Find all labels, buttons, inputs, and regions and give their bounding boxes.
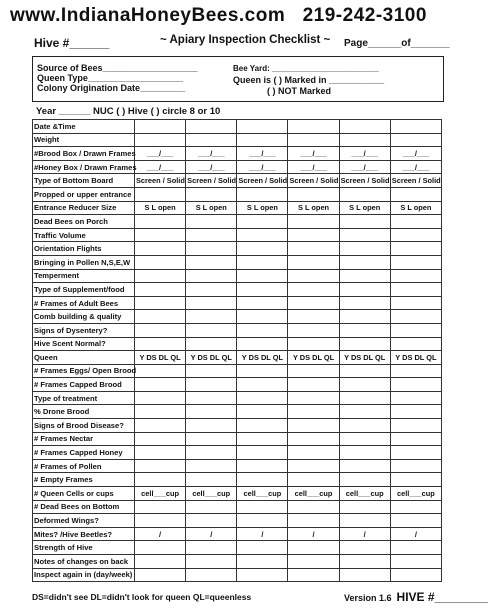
inspection-cell[interactable]: ___/___ [288, 160, 339, 174]
inspection-cell[interactable] [135, 283, 186, 297]
row-label: Weight [33, 133, 135, 147]
inspection-cell[interactable]: S L open [237, 201, 288, 215]
row-label: Traffic Volume [33, 228, 135, 242]
row-label: Type of Bottom Board [33, 174, 135, 188]
table-row [33, 568, 442, 582]
inspection-cell[interactable] [390, 459, 441, 473]
inspection-cell[interactable] [390, 187, 441, 201]
inspection-cell[interactable]: ___/___ [288, 147, 339, 161]
inspection-cell[interactable] [186, 296, 237, 310]
inspection-cell[interactable]: Screen / Solid [237, 174, 288, 188]
row-label: # Dead Bees on Bottom [33, 500, 135, 514]
row-label: # Empty Frames [33, 473, 135, 487]
row-label: Strength of Hive [33, 541, 135, 555]
inspection-cell[interactable] [237, 187, 288, 201]
table-row [33, 446, 442, 460]
inspection-cell[interactable] [390, 269, 441, 283]
row-label: # Frames Capped Honey [33, 446, 135, 460]
inspection-cell[interactable] [390, 541, 441, 555]
info-box [32, 56, 444, 102]
inspection-cell[interactable]: Y DS DL QL [390, 351, 441, 365]
inspection-cell[interactable] [288, 391, 339, 405]
inspection-cell[interactable] [288, 310, 339, 324]
inspection-cell[interactable] [237, 283, 288, 297]
inspection-cell[interactable]: ___/___ [135, 147, 186, 161]
inspection-cell[interactable] [237, 419, 288, 433]
inspection-cell[interactable] [237, 310, 288, 324]
inspection-cell[interactable]: ___/___ [237, 160, 288, 174]
inspection-cell[interactable] [390, 283, 441, 297]
inspection-cell[interactable] [339, 269, 390, 283]
inspection-cell[interactable] [237, 555, 288, 569]
inspection-cell[interactable] [288, 432, 339, 446]
queen-not-marked-label: ( ) NOT Marked [267, 86, 332, 96]
inspection-cell[interactable]: / [339, 527, 390, 541]
inspection-cell[interactable] [237, 391, 288, 405]
inspection-cell[interactable] [237, 378, 288, 392]
inspection-cell[interactable]: / [390, 527, 441, 541]
inspection-cell[interactable] [186, 459, 237, 473]
inspection-cell[interactable]: Y DS DL QL [135, 351, 186, 365]
table-row [33, 378, 442, 392]
inspection-cell[interactable] [288, 120, 339, 134]
inspection-cell[interactable] [339, 296, 390, 310]
inspection-cell[interactable] [339, 391, 390, 405]
inspection-cell[interactable] [186, 255, 237, 269]
inspection-cell[interactable] [237, 568, 288, 582]
colony-origination-date-label: Colony Origination Date_________ [37, 83, 186, 93]
inspection-cell[interactable] [339, 323, 390, 337]
table-row [33, 541, 442, 555]
inspection-cell[interactable] [186, 133, 237, 147]
row-label: Date &Time [33, 120, 135, 134]
table-row [33, 555, 442, 569]
table-row [33, 296, 442, 310]
inspection-cell[interactable] [390, 432, 441, 446]
inspection-cell[interactable]: Y DS DL QL [339, 351, 390, 365]
table-row [33, 323, 442, 337]
row-label: Temperment [33, 269, 135, 283]
inspection-cell[interactable] [390, 378, 441, 392]
inspection-cell[interactable] [237, 269, 288, 283]
inspection-cell[interactable] [339, 419, 390, 433]
inspection-cell[interactable] [135, 242, 186, 256]
row-label: Dead Bees on Porch [33, 215, 135, 229]
inspection-cell[interactable] [390, 120, 441, 134]
row-label: % Drone Brood [33, 405, 135, 419]
inspection-cell[interactable] [339, 473, 390, 487]
inspection-cell[interactable] [339, 228, 390, 242]
inspection-cell[interactable] [135, 215, 186, 229]
inspection-cell[interactable] [288, 215, 339, 229]
inspection-cell[interactable]: / [237, 527, 288, 541]
table-row [33, 405, 442, 419]
row-label: # Frames Nectar [33, 432, 135, 446]
table-row [33, 228, 442, 242]
inspection-cell[interactable] [186, 310, 237, 324]
table-row [33, 120, 442, 134]
table-row [33, 459, 442, 473]
inspection-cell[interactable] [288, 541, 339, 555]
table-row [33, 147, 442, 161]
inspection-cell[interactable] [135, 514, 186, 528]
row-label: Mites? /Hive Beetles? [33, 527, 135, 541]
hive-number-footer: HIVE #________ [396, 590, 488, 604]
inspection-cell[interactable] [135, 541, 186, 555]
inspection-cell[interactable] [390, 500, 441, 514]
inspection-cell[interactable] [288, 228, 339, 242]
inspection-cell[interactable] [339, 568, 390, 582]
inspection-cell[interactable] [186, 378, 237, 392]
row-label: Entrance Reducer Size [33, 201, 135, 215]
inspection-cell[interactable]: ___/___ [186, 147, 237, 161]
inspection-cell[interactable] [288, 323, 339, 337]
row-label: #Brood Box / Drawn Frames [33, 147, 135, 161]
inspection-cell[interactable]: S L open [135, 201, 186, 215]
inspection-cell[interactable] [390, 446, 441, 460]
inspection-cell[interactable] [186, 514, 237, 528]
inspection-cell[interactable] [390, 473, 441, 487]
inspection-cell[interactable] [288, 405, 339, 419]
inspection-cell[interactable] [339, 514, 390, 528]
inspection-cell[interactable] [186, 473, 237, 487]
inspection-cell[interactable] [237, 473, 288, 487]
row-label: Signs of Brood Disease? [33, 419, 135, 433]
inspection-cell[interactable]: Screen / Solid [390, 174, 441, 188]
inspection-cell[interactable]: cell___cup [288, 487, 339, 501]
inspection-cell[interactable] [237, 446, 288, 460]
inspection-cell[interactable] [288, 133, 339, 147]
inspection-cell[interactable]: Y DS DL QL [288, 351, 339, 365]
table-row [33, 364, 442, 378]
inspection-cell[interactable] [288, 242, 339, 256]
inspection-cell[interactable] [339, 133, 390, 147]
page-title: ~ Apiary Inspection Checklist ~ [160, 34, 331, 46]
inspection-cell[interactable] [339, 187, 390, 201]
inspection-cell[interactable] [390, 568, 441, 582]
inspection-cell[interactable] [390, 323, 441, 337]
inspection-cell[interactable] [135, 323, 186, 337]
inspection-cell[interactable] [237, 514, 288, 528]
inspection-cell[interactable] [135, 446, 186, 460]
inspection-cell[interactable]: ___/___ [237, 147, 288, 161]
inspection-cell[interactable] [186, 405, 237, 419]
inspection-cell[interactable] [339, 283, 390, 297]
inspection-cell[interactable]: cell___cup [237, 487, 288, 501]
version-hive-footer: Version 1.6 HIVE #________ [344, 590, 488, 604]
inspection-cell[interactable] [135, 555, 186, 569]
inspection-cell[interactable] [237, 541, 288, 555]
inspection-cell[interactable] [135, 255, 186, 269]
row-label: Signs of Dysentery? [33, 323, 135, 337]
inspection-cell[interactable]: S L open [186, 201, 237, 215]
inspection-cell[interactable] [288, 555, 339, 569]
row-label: Orientation Flights [33, 242, 135, 256]
inspection-cell[interactable] [237, 133, 288, 147]
inspection-cell[interactable]: Screen / Solid [339, 174, 390, 188]
table-row [33, 514, 442, 528]
inspection-cell[interactable] [135, 228, 186, 242]
table-row [33, 391, 442, 405]
inspection-cell[interactable] [186, 568, 237, 582]
inspection-cell[interactable]: S L open [339, 201, 390, 215]
inspection-cell[interactable] [186, 228, 237, 242]
inspection-cell[interactable] [339, 446, 390, 460]
inspection-table [32, 119, 442, 582]
inspection-cell[interactable]: ___/___ [339, 160, 390, 174]
site-url: www.IndianaHoneyBees.com 219-242-3100 [10, 5, 427, 26]
inspection-cell[interactable] [135, 568, 186, 582]
row-label: Notes of changes on back [33, 555, 135, 569]
inspection-cell[interactable] [186, 446, 237, 460]
row-label: Type of treatment [33, 391, 135, 405]
inspection-cell[interactable]: Y DS DL QL [186, 351, 237, 365]
table-row [33, 255, 442, 269]
inspection-cell[interactable] [135, 500, 186, 514]
inspection-cell[interactable] [288, 419, 339, 433]
inspection-cell[interactable]: Screen / Solid [135, 174, 186, 188]
table-row [33, 473, 442, 487]
row-label: Bringing in Pollen N,S,E,W [33, 255, 135, 269]
inspection-cell[interactable]: cell___cup [135, 487, 186, 501]
inspection-cell[interactable] [135, 337, 186, 351]
inspection-cell[interactable] [288, 337, 339, 351]
inspection-cell[interactable] [135, 364, 186, 378]
inspection-cell[interactable] [186, 432, 237, 446]
table-row [33, 242, 442, 256]
inspection-cell[interactable] [237, 296, 288, 310]
inspection-cell[interactable] [237, 364, 288, 378]
inspection-cell[interactable] [288, 283, 339, 297]
inspection-cell[interactable] [339, 120, 390, 134]
row-label: # Frames of Adult Bees [33, 296, 135, 310]
page-of-label: Page______of_______ [344, 38, 450, 49]
year-nuc-hive-line: Year ______ NUC ( ) Hive ( ) circle 8 or 10 [36, 106, 221, 117]
inspection-cell[interactable] [186, 283, 237, 297]
inspection-cell[interactable] [390, 555, 441, 569]
inspection-cell[interactable] [390, 133, 441, 147]
row-label: #Honey Box / Drawn Frames [33, 160, 135, 174]
inspection-cell[interactable] [288, 446, 339, 460]
inspection-cell[interactable] [339, 364, 390, 378]
inspection-cell[interactable] [288, 378, 339, 392]
inspection-cell[interactable] [186, 555, 237, 569]
inspection-cell[interactable] [186, 541, 237, 555]
inspection-cell[interactable]: cell___cup [390, 487, 441, 501]
table-row [33, 201, 442, 215]
inspection-cell[interactable] [237, 432, 288, 446]
inspection-cell[interactable] [339, 215, 390, 229]
inspection-cell[interactable]: Screen / Solid [288, 174, 339, 188]
inspection-cell[interactable]: ___/___ [135, 160, 186, 174]
inspection-cell[interactable] [135, 405, 186, 419]
inspection-cell[interactable]: ___/___ [390, 160, 441, 174]
table-row [33, 432, 442, 446]
inspection-cell[interactable] [186, 419, 237, 433]
inspection-cell[interactable] [288, 568, 339, 582]
inspection-cell[interactable] [288, 364, 339, 378]
inspection-cell[interactable] [390, 310, 441, 324]
row-label: Inspect again in (day/week) [33, 568, 135, 582]
inspection-cell[interactable] [135, 391, 186, 405]
inspection-cell[interactable]: Y DS DL QL [237, 351, 288, 365]
table-row [33, 487, 442, 501]
inspection-cell[interactable]: cell___cup [186, 487, 237, 501]
inspection-cell[interactable] [339, 310, 390, 324]
inspection-cell[interactable] [390, 242, 441, 256]
table-row [33, 419, 442, 433]
inspection-cell[interactable] [135, 133, 186, 147]
inspection-cell[interactable] [390, 419, 441, 433]
inspection-cell[interactable] [390, 337, 441, 351]
table-row [33, 283, 442, 297]
inspection-cell[interactable] [135, 378, 186, 392]
inspection-cell[interactable] [390, 391, 441, 405]
bee-yard-label: Bee Yard: ________________________ [233, 64, 379, 73]
inspection-cell[interactable] [186, 337, 237, 351]
inspection-cell[interactable]: ___/___ [339, 147, 390, 161]
inspection-cell[interactable] [237, 405, 288, 419]
table-row [33, 500, 442, 514]
inspection-cell[interactable] [288, 459, 339, 473]
inspection-cell[interactable] [390, 215, 441, 229]
inspection-cell[interactable] [237, 215, 288, 229]
inspection-cell[interactable] [135, 120, 186, 134]
inspection-cell[interactable] [135, 419, 186, 433]
inspection-cell[interactable] [339, 432, 390, 446]
table-row [33, 351, 442, 365]
phone-number: 219-242-3100 [302, 5, 427, 26]
row-label: # Queen Cells or cups [33, 487, 135, 501]
inspection-cell[interactable] [390, 255, 441, 269]
legend-text: DS=didn't see DL=didn't look for queen QL=queenless [32, 592, 252, 602]
inspection-cell[interactable]: ___/___ [186, 160, 237, 174]
inspection-cell[interactable]: ___/___ [390, 147, 441, 161]
inspection-cell[interactable] [390, 364, 441, 378]
inspection-cell[interactable] [339, 459, 390, 473]
inspection-cell[interactable] [135, 432, 186, 446]
table-row [33, 215, 442, 229]
inspection-cell[interactable] [390, 514, 441, 528]
inspection-cell[interactable] [186, 323, 237, 337]
table-row [33, 269, 442, 283]
row-label: Deformed Wings? [33, 514, 135, 528]
inspection-cell[interactable] [237, 500, 288, 514]
row-label: Comb building & quality [33, 310, 135, 324]
inspection-cell[interactable]: / [288, 527, 339, 541]
inspection-cell[interactable]: / [135, 527, 186, 541]
inspection-cell[interactable] [339, 555, 390, 569]
row-label: Queen [33, 351, 135, 365]
inspection-cell[interactable] [288, 187, 339, 201]
inspection-cell[interactable] [339, 541, 390, 555]
queen-marked-label: Queen is ( ) Marked in ___________ [233, 75, 385, 85]
inspection-cell[interactable] [186, 364, 237, 378]
inspection-cell[interactable] [339, 242, 390, 256]
row-label: Hive Scent Normal? [33, 337, 135, 351]
table-row [33, 187, 442, 201]
inspection-cell[interactable] [186, 242, 237, 256]
inspection-cell[interactable] [186, 269, 237, 283]
inspection-cell[interactable] [135, 269, 186, 283]
inspection-cell[interactable] [237, 255, 288, 269]
inspection-cell[interactable] [237, 228, 288, 242]
inspection-cell[interactable] [237, 337, 288, 351]
inspection-cell[interactable] [288, 500, 339, 514]
inspection-cell[interactable]: / [186, 527, 237, 541]
row-label: # Frames Eggs/ Open Brood [33, 364, 135, 378]
inspection-cell[interactable] [135, 187, 186, 201]
row-label: # Frames of Pollen [33, 459, 135, 473]
queen-type-label: Queen Type___________________ [37, 73, 183, 83]
source-of-bees-label: Source of Bees___________________ [37, 63, 198, 73]
inspection-cell[interactable]: Screen / Solid [186, 174, 237, 188]
inspection-cell[interactable] [237, 323, 288, 337]
inspection-cell[interactable] [288, 473, 339, 487]
row-label: Type of Supplement/food [33, 283, 135, 297]
inspection-cell[interactable] [288, 269, 339, 283]
inspection-cell[interactable] [339, 337, 390, 351]
table-row [33, 337, 442, 351]
inspection-cell[interactable] [135, 473, 186, 487]
inspection-cell[interactable] [135, 310, 186, 324]
inspection-cell[interactable] [186, 215, 237, 229]
hive-number-label: Hive #______ [34, 36, 110, 50]
table-row [33, 527, 442, 541]
inspection-cell[interactable] [135, 459, 186, 473]
inspection-cell[interactable] [339, 405, 390, 419]
inspection-cell[interactable] [390, 296, 441, 310]
inspection-cell[interactable] [237, 242, 288, 256]
inspection-cell[interactable] [186, 187, 237, 201]
inspection-cell[interactable] [339, 500, 390, 514]
inspection-cell[interactable] [237, 459, 288, 473]
inspection-cell[interactable] [390, 228, 441, 242]
inspection-cell[interactable] [135, 296, 186, 310]
inspection-cell[interactable]: cell___cup [339, 487, 390, 501]
inspection-cell[interactable] [339, 378, 390, 392]
table-row [33, 133, 442, 147]
inspection-cell[interactable] [339, 255, 390, 269]
table-row [33, 160, 442, 174]
inspection-cell[interactable] [186, 120, 237, 134]
inspection-cell[interactable] [237, 120, 288, 134]
inspection-cell[interactable]: S L open [390, 201, 441, 215]
row-label: # Frames Capped Brood [33, 378, 135, 392]
inspection-cell[interactable] [390, 405, 441, 419]
row-label: Propped or upper entrance [33, 187, 135, 201]
table-row [33, 310, 442, 324]
inspection-cell[interactable] [288, 255, 339, 269]
inspection-cell[interactable] [288, 514, 339, 528]
table-row [33, 174, 442, 188]
inspection-cell[interactable]: S L open [288, 201, 339, 215]
inspection-cell[interactable] [186, 391, 237, 405]
inspection-cell[interactable] [186, 500, 237, 514]
inspection-cell[interactable] [288, 296, 339, 310]
